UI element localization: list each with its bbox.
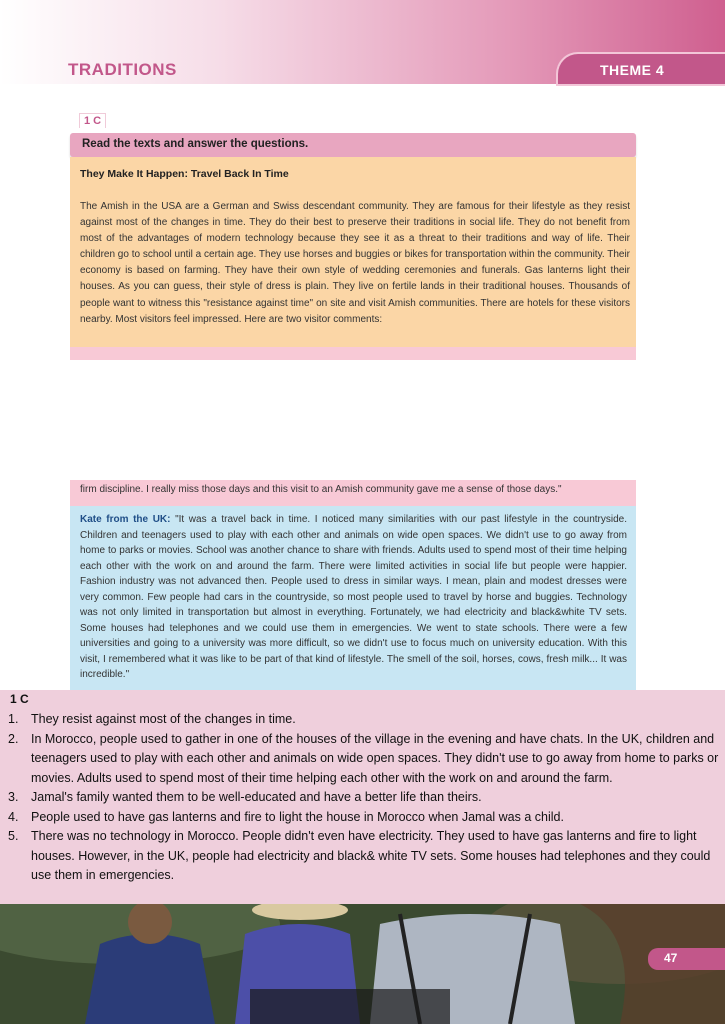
photo-illustration	[0, 904, 725, 1024]
kate-name: Kate from the UK:	[80, 514, 171, 525]
answer-item	[8, 788, 720, 808]
partial-comment-text: firm discipline. I really miss those days and this visit to an Amish community gave me a sense of those days."	[80, 484, 562, 495]
section-title: TRADITIONS	[68, 60, 177, 79]
answer-text: In Morocco, people used to gather in one of the houses of the village in the evening and have chats. In the UK, children and teenagers used to play with each other and animals on wide open spaces. They didn't use to go away from home to parks or movies. Adults used to spend most of their time helping each other with the work on and around the farm.	[31, 731, 719, 785]
answer-item	[8, 827, 720, 886]
kate-comment-text: "It was a travel back in time. I noticed many similarities with our past lifestyle in the countryside. Children and teenagers used to play with each other and animals on wide open spaces. We didn't use to go away from home to parks or movies. School was another chance to share with friends. Adults used to spend most of their time helping each other with the work on and around the farm. There were limited activities in social life but people were happier. Fashion industry was not advanced then. People used to dress in similar ways. I mean, plain and modest dresses were very common. Few people had cars in the countryside, so most people used to travel by horse and buggies. Technology was not only limited in transportation but almost in everything. Fortunately, we had electricity and black&white TV sets. Some houses had telephones and we could use them in emergencies. We went to state schools. There were a few universities and going to a university was more difficult, so we didn't use to focus much on university education. With this visit, I remembered what it was like to be part of that kind of lifestyle. The smell of the soil, horses, cows, fresh milk... It was incredible."	[80, 514, 628, 680]
story-body: The Amish in the USA are a German and Swiss descendant community. They are famous for their lifestyle as they resist against most of the changes in time. They do their best to preserve their traditions in social life. They do not benefit from most of the advantages of modern technology because they see it as a threat to their traditions and way of life. Their children go to school until a certain age. They use horses and buggies or bikes for transportation within the community. Their economy is based on farming. They have their own style of wedding ceremonies and funerals. Gas lanterns light their houses. As you can guess, their style of dress is plain. They live on fertile lands in their traditional houses. Thousands of people want to witness this "resistance against time" on site and visit Amish communities. There are hotels for these visitors nearby. Most visitors feel impressed. Here are two visitor comments:	[80, 201, 630, 325]
lesson-tag: 1 C	[79, 113, 106, 128]
answer-text: Jamal's family wanted them to be well-educated and have a better life than theirs.	[31, 790, 482, 804]
instruction-text: Read the texts and answer the questions.	[82, 138, 309, 150]
answer-number: 2.	[8, 731, 19, 746]
answer-item	[8, 808, 720, 828]
kate-comment	[80, 512, 627, 683]
answer-number: 5.	[8, 829, 19, 843]
answer-number: 1.	[8, 712, 19, 726]
answer-number: 4.	[8, 809, 19, 824]
answer-text: There was no technology in Morocco. People didn't even have electricity. They used to have gas lanterns and fire to light houses. However, in the UK, people had electricity and black& white TV sets. Some houses had telephones and they could use them in emergencies.	[31, 829, 711, 882]
answer-text: People used to have gas lanterns and fire to light the house in Morocco when Jamal was a child.	[31, 809, 564, 824]
page-number-tab	[648, 948, 725, 970]
answer-number: 3.	[8, 790, 19, 804]
answers-list	[8, 710, 720, 886]
answer-item	[8, 730, 720, 789]
theme-label: THEME 4	[600, 62, 665, 78]
story-title: They Make It Happen: Travel Back In Time	[80, 168, 289, 180]
comment-strip-top	[70, 347, 636, 360]
amish-buggy-photo	[0, 904, 725, 1024]
answer-item	[8, 710, 720, 730]
answer-text: They resist against most of the changes in time.	[31, 712, 296, 726]
answers-heading: 1 C	[10, 692, 29, 706]
page-number: 47	[664, 951, 678, 965]
